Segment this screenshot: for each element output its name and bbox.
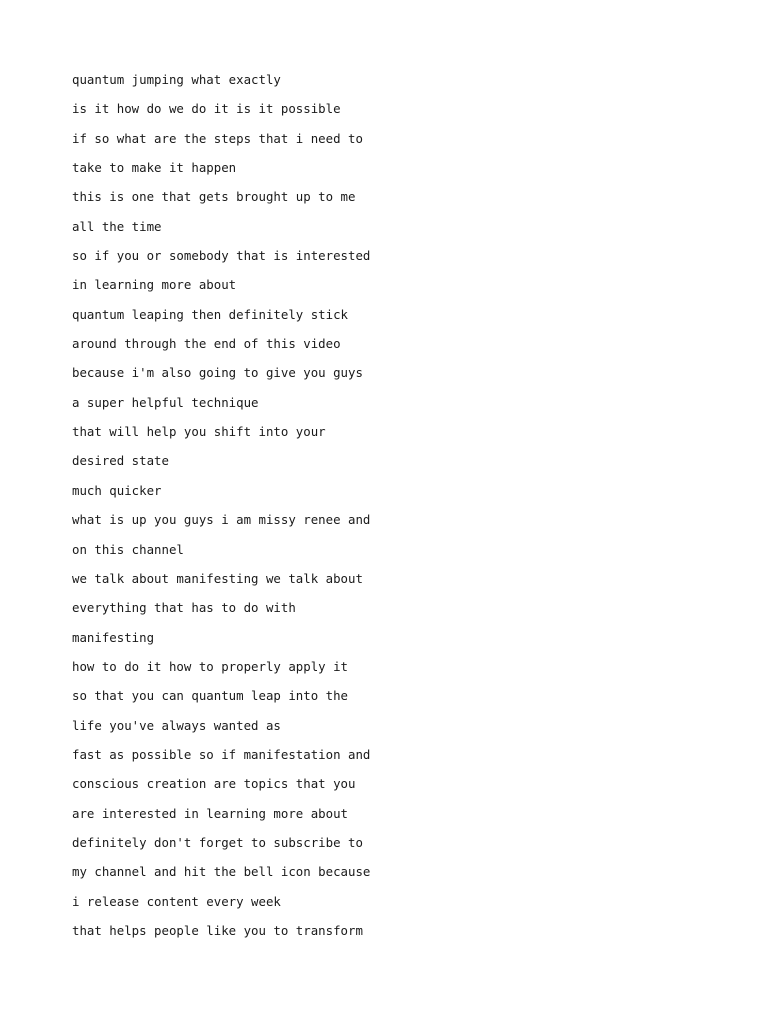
transcript-line: so that you can quantum leap into the bbox=[72, 688, 349, 704]
transcript-line: around through the end of this video bbox=[72, 336, 341, 352]
transcript-line: we talk about manifesting we talk about bbox=[72, 570, 363, 586]
transcript-line: desired state bbox=[72, 453, 169, 469]
transcript-line: this is one that gets brought up to me bbox=[72, 189, 356, 205]
transcript-line: take to make it happen bbox=[72, 160, 237, 176]
transcript-line: because i'm also going to give you guys bbox=[72, 365, 363, 381]
transcript-line: conscious creation are topics that you bbox=[72, 776, 356, 792]
transcript-line: everything that has to do with bbox=[72, 600, 296, 616]
transcript-line: how to do it how to properly apply it bbox=[72, 658, 349, 674]
transcript-line: manifesting bbox=[72, 629, 155, 645]
transcript-line: on this channel bbox=[72, 541, 184, 557]
transcript-line: quantum jumping what exactly bbox=[72, 72, 281, 87]
transcript-line: a super helpful technique bbox=[72, 394, 259, 410]
transcript-line: that helps people like you to transform bbox=[72, 922, 363, 938]
transcript-text bbox=[72, 70, 370, 950]
transcript-line: if so what are the steps that i need to bbox=[72, 130, 363, 146]
transcript-line: i release content every week bbox=[72, 893, 281, 909]
transcript-line: quantum leaping then definitely stick bbox=[72, 306, 349, 322]
transcript-line: all the time bbox=[72, 218, 162, 234]
transcript-line: that will help you shift into your bbox=[72, 424, 326, 440]
transcript-line: much quicker bbox=[72, 482, 162, 498]
transcript-line: so if you or somebody that is interested bbox=[72, 248, 371, 264]
transcript-line: what is up you guys i am missy renee and bbox=[72, 512, 371, 528]
transcript-line: fast as possible so if manifestation and bbox=[72, 746, 371, 762]
transcript-line: in learning more about bbox=[72, 277, 237, 293]
transcript-line: life you've always wanted as bbox=[72, 717, 281, 733]
transcript-line: definitely don't forget to subscribe to bbox=[72, 834, 363, 850]
transcript-line: are interested in learning more about bbox=[72, 805, 349, 821]
transcript-line: is it how do we do it is it possible bbox=[72, 101, 341, 117]
transcript-line: my channel and hit the bell icon because bbox=[72, 864, 371, 880]
